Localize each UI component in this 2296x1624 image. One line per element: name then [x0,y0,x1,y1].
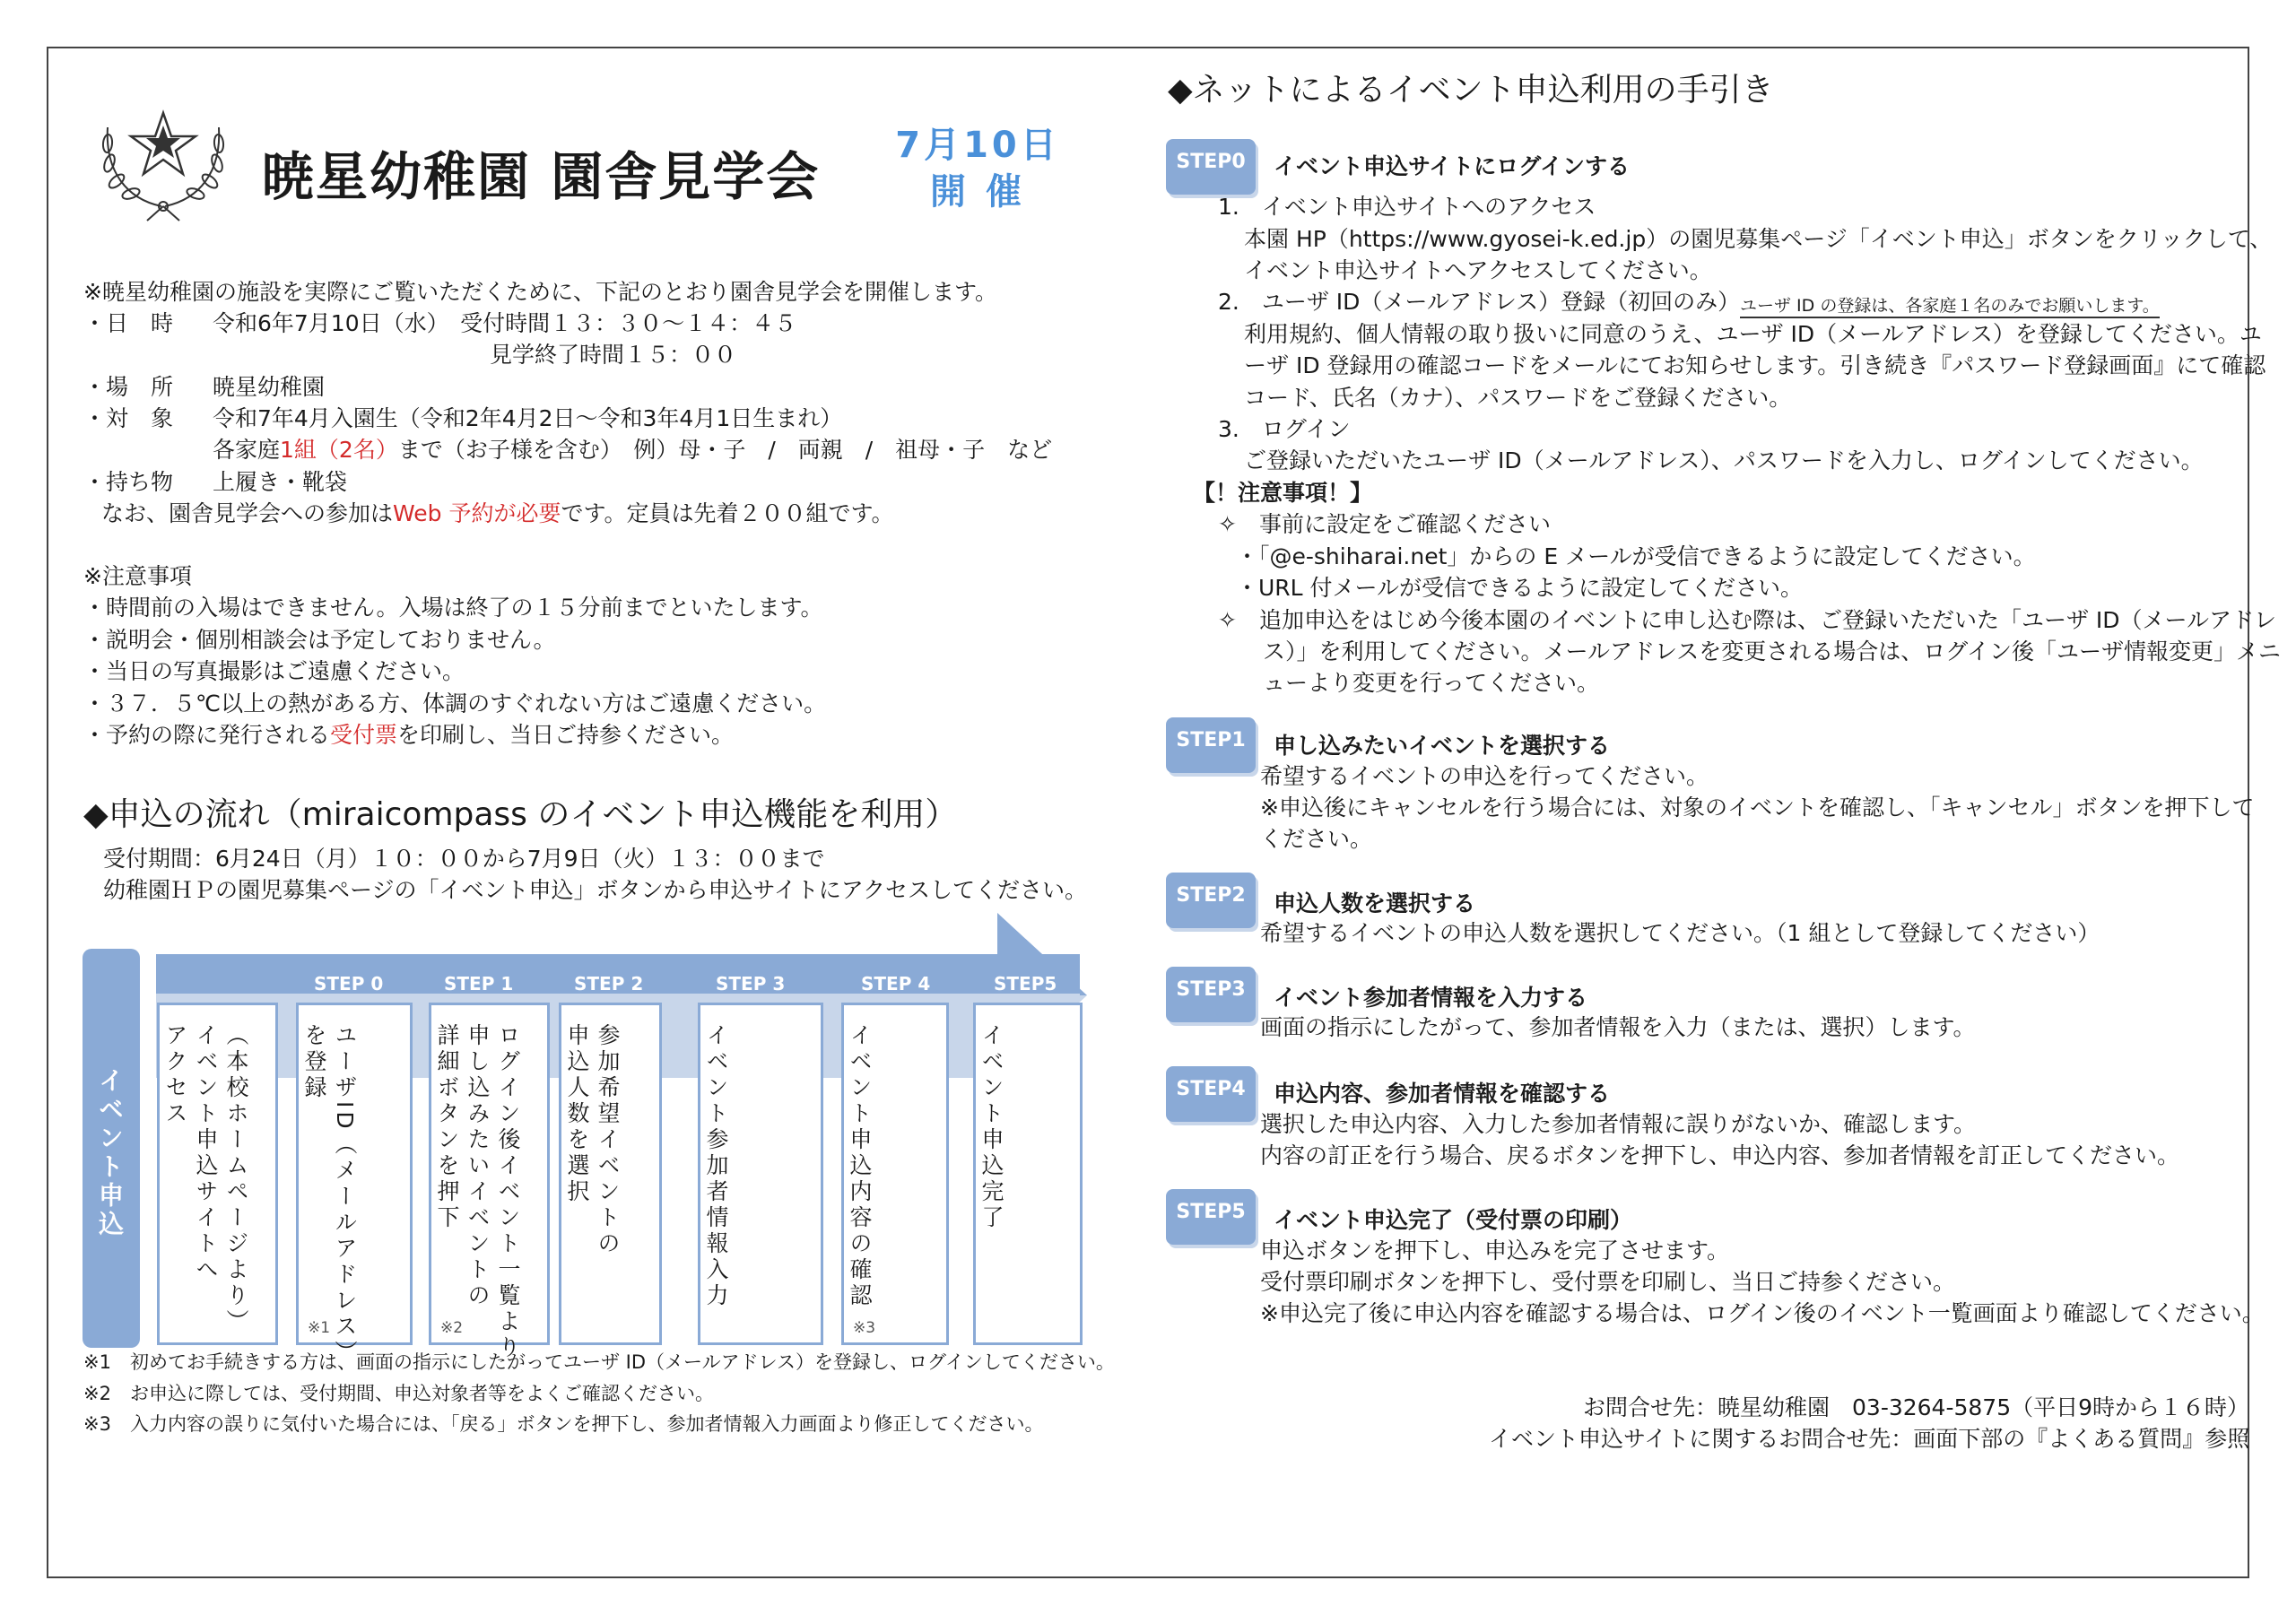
step4-title: 申込内容、参加者情報を確認する [1274,1081,1611,1107]
note-item: ・説明会・個別相談会は予定しておりません。 [83,627,556,653]
step4-text: 選択した申込内容、入力した参加者情報に誤りがないか、確認します。 [1260,1111,1977,1137]
caution-text: ✧ 事前に設定をご確認ください [1218,511,1551,537]
step5-title: イベント申込完了（受付票の印刷） [1274,1207,1633,1233]
family-suffix: まで（お子様を含む） 例）母・子 / 両親 / 祖母・子 など [397,437,1053,463]
flow-column [296,1003,413,1367]
step0-badge: STEP0 [1166,139,1256,195]
flow-step-label: STEP 3 [716,973,786,994]
flow-column [157,1003,278,1345]
footnote-mark: ※3 [853,1319,876,1337]
caution-text: ス）」を利用してください。メールアドレスを変更される場合は、ログイン後「ユーザ情報変更」メニ [1263,638,2282,664]
step5-text: ※申込完了後に申込内容を確認する場合は、ログイン後のイベント一覧画面より確認してください。 [1260,1300,2265,1326]
caution-text: ✧ 追加申込をはじめ今後本園のイベントに申し込む際は、ご登録いただいた「ユーザ ID（メールアドレ [1218,607,2277,633]
flow-column-text: 参加希望イベントの 申込人数を選択 [564,1023,621,1257]
event-date-badge [879,122,1076,215]
step0-text: ご登録いただいたユーザ ID（メールアドレス）、パスワードを入力し、ログインしてください。 [1244,447,2204,473]
step1-text: 希望するイベントの申込を行ってください。 [1260,763,1709,789]
flow-heading: ◆申込の流れ（miraicompass のイベント申込機能を利用） [83,796,958,833]
guide-heading: ◆ネットによるイベント申込利用の手引き [1168,72,1774,109]
date-label: ・日 時 [83,310,174,336]
step2-title: 申込人数を選択する [1274,890,1476,916]
school-emblem-icon [91,100,235,224]
flow-column-text: （本校ホームページより） イベント申込サイトへ アクセス [162,1023,249,1335]
note-highlight: 受付票 [330,722,398,748]
target-value: 令和7年4月入園生（令和2年4月2日～令和3年4月1日生まれ） [213,405,843,431]
place-label: ・場 所 [83,374,174,400]
step1-text: ※申込後にキャンセルを行う場合には、対象のイベントを確認し、「キャンセル」ボタンを押下して [1260,795,2255,821]
step0-text: イベント申込サイトへアクセスしてください。 [1244,257,1712,283]
contact-site: イベント申込サイトに関するお問合せ先：画面下部の『よくある質問』参照 [1489,1426,2250,1452]
flow-footnote: ※1 初めてお手続きする方は、画面の指示にしたがってユーザ ID（メールアドレス）を登録し、ログインしてください。 [83,1351,1115,1373]
flow-column-text: ユーザID（メールアドレス） を登録 [301,1023,358,1367]
flow-column [429,1003,550,1361]
step0-text: 本園 HP（https://www.gyosei-k.ed.jp）の園児募集ページ「イベント申込」ボタンをクリックして、 [1244,226,2273,252]
caution-text: ・「@e-shiharai.net」からの E メールが受信できるように設定してください。 [1236,543,2036,569]
note-item [83,719,734,751]
flow-period: 受付期間：6月24日（月）１０：００から7月9日（火）１３：００まで [103,846,825,872]
step3-text: 画面の指示にしたがって、参加者情報を入力（または、選択）します。 [1260,1014,1976,1040]
flow-column [973,1003,1083,1345]
step0-text: ーザ ID 登録用の確認コードをメールにてお知らせします。引き続き『パスワード登録画面』にて確認 [1244,352,2266,378]
step0-title: イベント申込サイトにログインする [1274,153,1631,179]
page-title: 暁星幼稚園 園舎見学会 [262,146,821,207]
flow-column-text: イベント申込内容の確認 [847,1023,873,1309]
event-held-label: 開 催 [930,171,1025,213]
flow-column [559,1003,662,1345]
contact-school-text: お問合せ先：暁星幼稚園 03-3264-5875（平日9時から１６時） [1583,1394,2250,1420]
flow-step-label: STEP 0 [314,973,384,994]
family-limit [213,434,1052,466]
reserve-highlight: Web 予約が必要 [393,500,561,526]
family-prefix: 各家庭 [213,437,281,463]
notes-title: ※注意事項 [83,563,192,589]
items-value: 上履き・靴袋 [213,469,348,495]
flow-column-text: イベント申込完了 [978,1023,1004,1231]
place-value: 暁星幼稚園 [213,374,326,400]
flow-step-label: STEP 1 [444,973,514,994]
family-limit-highlight: 1組（2名） [280,437,398,463]
step0-text: 利用規約、個人情報の取り扱いに同意のうえ、ユーザ ID（メールアドレス）を登録してください。ユ [1244,321,2262,347]
step0-text: コード、氏名（カナ）、パスワードをご登録ください。 [1244,385,1792,411]
step0-text: 3. ログイン [1218,416,1351,442]
date-value: 令和6年7月10日（水） 受付時間１３：３０～１４：４５ [213,310,797,336]
step2-text: 希望するイベントの申込人数を選択してください。（1 組として登録してください） [1260,920,2100,946]
step2-badge: STEP2 [1166,873,1256,928]
step3-badge: STEP3 [1166,967,1256,1022]
caution-text: ・URL 付メールが受信できるように設定してください。 [1236,575,1804,601]
reserve-prefix: なお、園舎見学会への参加は [101,500,394,526]
note-item: ・３７．５℃以上の熱がある方、体調のすぐれない方はご遠慮ください。 [83,690,827,716]
flow-column-text: ログイン後イベント一覧より 申し込みたいイベントの 詳細ボタンを押下 [434,1023,521,1361]
flow-step-label: STEP 2 [574,973,644,994]
flow-column [841,1003,949,1345]
step5-text: 受付票印刷ボタンを押下し、受付票を印刷し、当日ご持参ください。 [1260,1269,1956,1295]
step1-text: ください。 [1260,826,1373,852]
step4-text: 内容の訂正を行う場合、戻るボタンを押下し、申込内容、参加者情報を訂正してください。 [1260,1142,2180,1168]
intro-lead: ※暁星幼稚園の施設を実際にご覧いただくために、下記のとおり園舎見学会を開催します。 [83,279,997,305]
caution-title: 【！注意事項！】 [1193,480,1373,506]
contact-school [1583,1392,2249,1424]
step5-badge: STEP5 [1166,1189,1256,1245]
footnote-mark: ※1 [308,1319,331,1337]
flow-footnote: ※2 お申込に際しては、受付期間、申込対象者等をよくご確認ください。 [83,1383,714,1404]
footnote-mark: ※2 [440,1319,464,1337]
date-value-end: 見学終了時間１５：００ [490,342,737,368]
flow-column-text: イベント参加者情報入力 [703,1023,729,1309]
flow-step-label: STEP 4 [861,973,931,994]
reserve-suffix: です。定員は先着２００組です。 [561,500,894,526]
note-item: ・当日の写真撮影はご遠慮ください。 [83,658,465,684]
flow-column [698,1003,823,1345]
flow-side-label: イベント申込 [95,1067,125,1239]
caution-text: ューより変更を行ってください。 [1263,670,1600,696]
note-suffix: を印刷し、当日ご持参ください。 [397,722,735,748]
step0-text: 2. ユーザ ID（メールアドレス）登録（初回のみ） [1218,289,1741,315]
step5-text: 申込ボタンを押下し、申込みを完了させます。 [1260,1238,1730,1264]
flow-access: 幼稚園ＨＰの園児募集ページの「イベント申込」ボタンから申込サイトにアクセスしてください。 [103,877,1088,903]
step3-title: イベント参加者情報を入力する [1274,985,1588,1011]
items-label: ・持ち物 [83,469,174,495]
event-date: 7月10日 [895,125,1060,166]
flow-footnote: ※3 入力内容の誤りに気付いた場合には、「戻る」ボタンを押下し、参加者情報入力画面より修正してください。 [83,1413,1044,1435]
note-item: ・時間前の入場はできません。入場は終了の１５分前までといたします。 [83,595,823,621]
flow-step-label: STEP5 [994,973,1057,994]
step0-text: 1. イベント申込サイトへのアクセス [1218,194,1596,220]
step1-title: 申し込みたいイベントを選択する [1274,733,1611,759]
step4-badge: STEP4 [1166,1066,1256,1122]
reservation-note [101,498,893,530]
note-prefix: ・予約の際に発行される [83,722,331,748]
step0-user-note: ユーザ ID の登録は、各家庭１名のみでお願いします。 [1740,292,2160,318]
step1-badge: STEP1 [1166,717,1256,773]
target-label: ・対 象 [83,405,174,431]
